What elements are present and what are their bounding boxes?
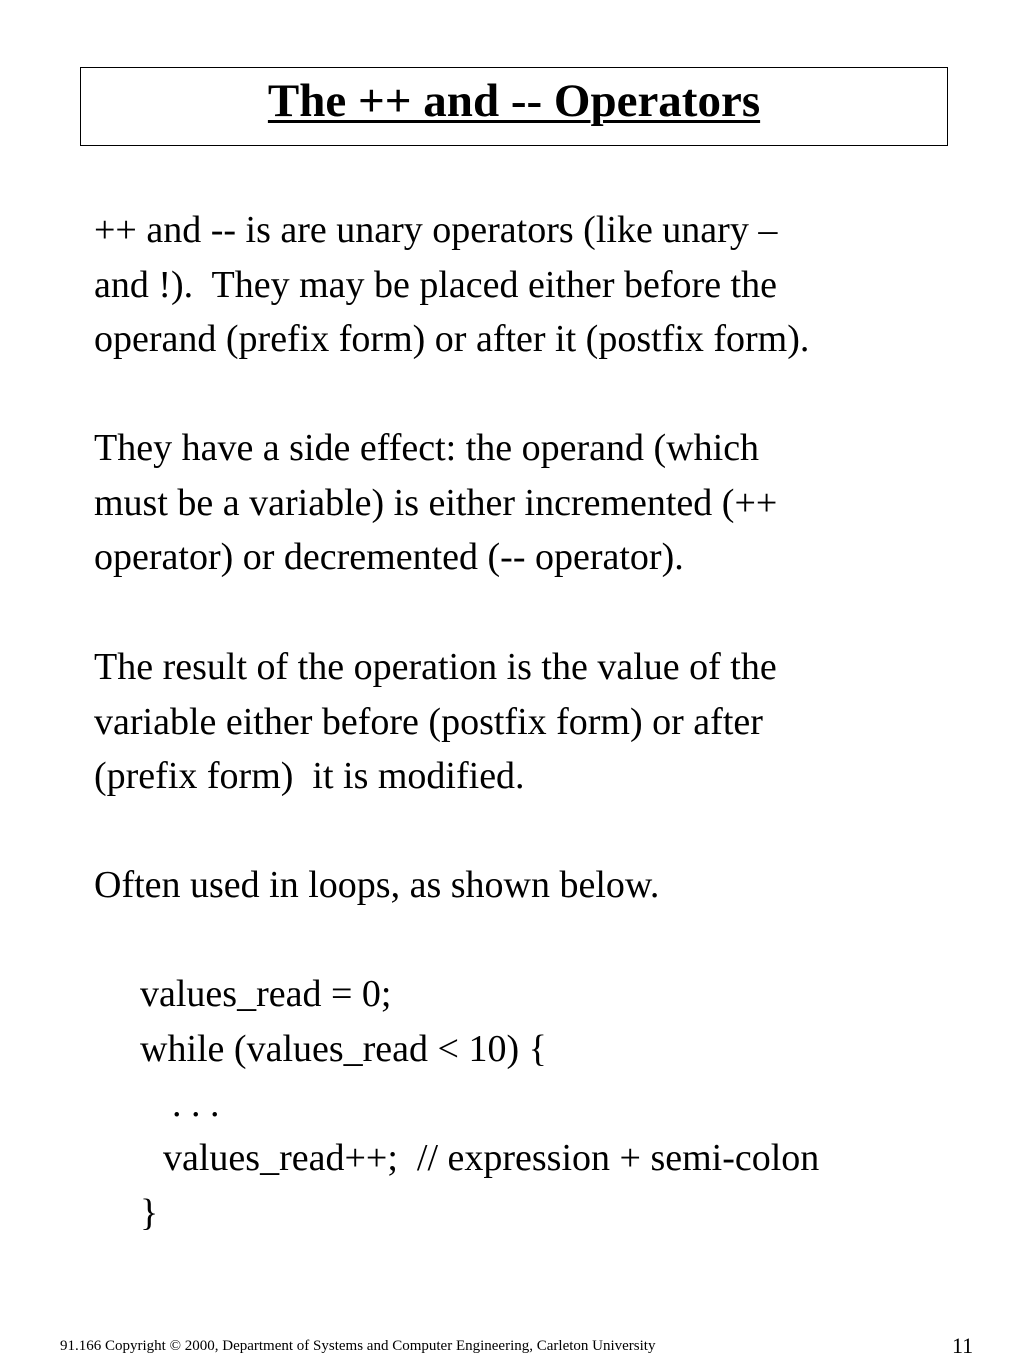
text-line: operand (prefix form) or after it (postfix form).	[94, 318, 810, 360]
text-line: must be a variable) is either incremented (++	[94, 481, 778, 524]
title-box	[80, 67, 948, 146]
paragraph-result	[94, 640, 994, 804]
paragraph-unary-operators	[94, 203, 994, 367]
paragraph-loops	[94, 858, 994, 913]
code-line: }	[140, 1192, 159, 1234]
text-line: (prefix form) it is modified.	[94, 755, 525, 797]
text-line: ++ and -- is are unary operators (like unary –	[94, 209, 778, 251]
text-line: operator) or decremented (-- operator).	[94, 536, 684, 578]
code-line: values_read++; // expression + semi-colon	[163, 1137, 820, 1179]
code-line: . . .	[172, 1083, 220, 1125]
text-line: Often used in loops, as shown below.	[94, 864, 660, 906]
copyright-footer: 91.166 Copyright © 2000, Department of Systems and Computer Engineering, Carleton University	[60, 1338, 656, 1354]
text-line: and !). They may be placed either before the	[94, 263, 777, 306]
text-line: They have a side effect: the operand (which	[94, 427, 760, 469]
text-line: The result of the operation is the value of the	[94, 646, 777, 688]
paragraph-side-effect	[94, 421, 994, 585]
text-line: variable either before (postfix form) or after	[94, 700, 763, 743]
code-line: while (values_read < 10) {	[140, 1028, 547, 1070]
page-number: 11	[952, 1333, 974, 1358]
code-line: values_read = 0;	[140, 973, 392, 1015]
slide-title: The ++ and -- Operators	[267, 75, 761, 127]
